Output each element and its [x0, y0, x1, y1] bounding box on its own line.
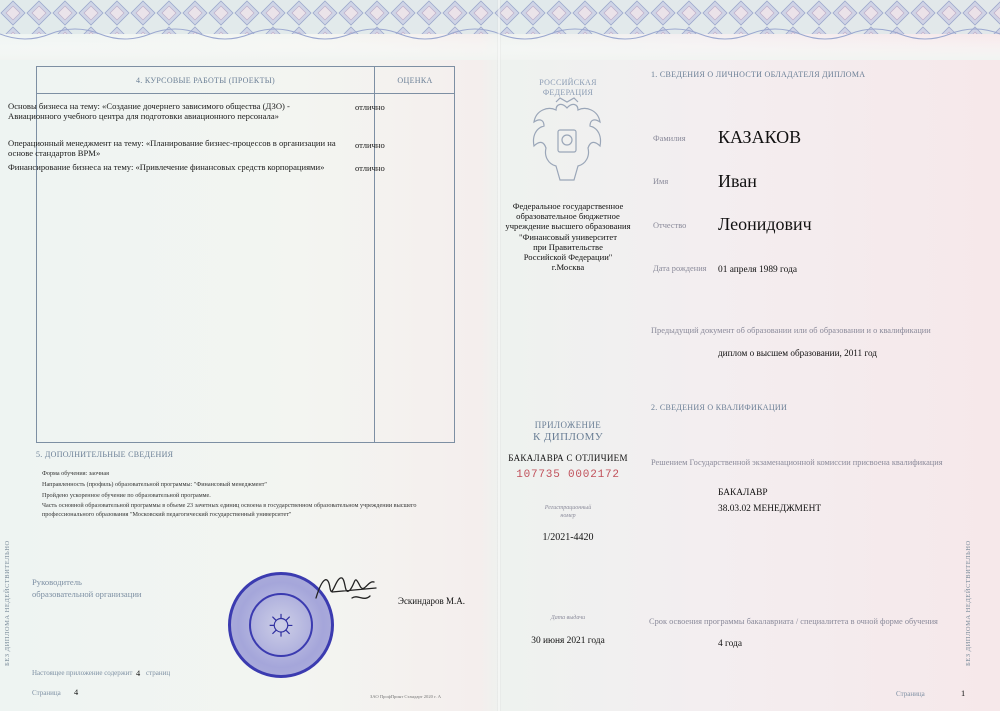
additional-info-line: Пройдено ускоренное обучение по образовательной программе. — [42, 492, 211, 499]
name-value: Иван — [718, 171, 757, 191]
attachment-label: Настоящее приложение содержит — [32, 669, 133, 677]
coursework-grade-1: отлично — [355, 102, 385, 112]
country-line-1: РОССИЙСКАЯ — [539, 78, 597, 87]
coursework-grade-2: отлично — [355, 140, 385, 150]
duration-value: 4 года — [718, 639, 742, 649]
degree-title: БАКАЛАВРА С ОТЛИЧИЕМ — [508, 453, 628, 463]
grade-header: ОЦЕНКА — [397, 76, 433, 85]
additional-info-line: Часть основной образовательной программы в объеме 23 зачетных единиц освоена в государственном образовательном учреждении высшего профессионального образования "Московский педагогический государственный университет" — [42, 502, 417, 518]
birth-date-label: Дата рождения — [653, 264, 707, 273]
table-divider — [374, 67, 375, 442]
issue-date: 30 июня 2021 года — [531, 636, 605, 646]
coursework-grade-3: отлично — [355, 163, 385, 173]
right-page-label: Страница — [896, 690, 925, 698]
left-vertical-note: БЕЗ ДИПЛОМА НЕДЕЙСТВИТЕЛЬНО — [4, 540, 11, 666]
head-name: Эскиндаров М.А. — [398, 596, 466, 606]
page-fold — [497, 0, 501, 711]
coursework-header: 4. КУРСОВЫЕ РАБОТЫ (ПРОЕКТЫ) — [136, 76, 275, 85]
signature — [312, 568, 382, 608]
birth-date-value: 01 апреля 1989 года — [718, 265, 798, 275]
head-label-2: образовательной организации — [32, 589, 142, 599]
attachment-title-1: ПРИЛОЖЕНИЕ — [534, 420, 602, 430]
official-seal-stamp: ☼ — [228, 572, 334, 678]
additional-info-line: Форма обучения: заочная — [42, 470, 109, 477]
duration-label: Срок освоения программы бакалавриата / специалитета в очной форме обучения — [649, 617, 938, 626]
coursework-table — [36, 66, 455, 443]
name-label: Имя — [653, 177, 669, 186]
patronymic-label: Отчество — [653, 221, 687, 230]
surname-value: КАЗАКОВ — [718, 127, 802, 147]
institution-line: Российской Федерации" — [523, 252, 613, 263]
specialty-value: 38.03.02 МЕНЕДЖМЕНТ — [718, 504, 822, 514]
institution-line: при Правительстве — [533, 241, 603, 252]
table-header-divider — [37, 93, 454, 94]
institution-line: "Финансовый университет — [519, 231, 617, 242]
right-page-number: 1 — [961, 689, 966, 698]
left-page-label: Страница — [32, 689, 61, 697]
institution-line: учреждение высшего образования — [505, 221, 631, 232]
attachment-pages: 4 — [136, 669, 141, 678]
personal-info-header: 1. СВЕДЕНИЯ О ЛИЧНОСТИ ОБЛАДАТЕЛЯ ДИПЛОМА — [651, 70, 866, 79]
institution-block — [500, 201, 636, 272]
prev-doc-value: диплом о высшем образовании, 2011 год — [718, 348, 877, 358]
patronymic-value: Леонидович — [718, 214, 812, 234]
coursework-item-2: Операционный менеджмент на тему: «Планирование бизнес-процессов в организации на основе стандартов BPM» — [8, 138, 336, 158]
issue-date-label: Дата выдачи — [550, 615, 586, 621]
coursework-item-3: Финансирование бизнеса на тему: «Привлечение финансовых средств корпорациями» — [8, 162, 325, 172]
surname-label: Фамилия — [653, 134, 686, 143]
prev-doc-label: Предыдущий документ об образовании или об образовании и о квалификации — [651, 326, 931, 335]
right-vertical-note: БЕЗ ДИПЛОМА НЕДЕЙСТВИТЕЛЬНО — [965, 540, 972, 666]
coat-of-arms-emblem — [526, 96, 608, 190]
printer-note: ЗАО ПрофПринт Стандарт 2020 г. А — [370, 694, 442, 699]
diploma-serial-number: 107735 0002172 — [516, 469, 620, 481]
attachment-title-2: К ДИПЛОМУ — [532, 431, 604, 443]
coursework-item-1: Основы бизнеса на тему: «Создание дочернего зависимого общества (ДЗО) - Авиационного учебного центра для подготовки авиационного персонала» — [8, 101, 290, 121]
country-line-2: ФЕДЕРАЦИЯ — [542, 88, 594, 97]
qualification-header: 2. СВЕДЕНИЯ О КВАЛИФИКАЦИИ — [651, 403, 788, 412]
reg-number: 1/2021-4420 — [542, 532, 594, 543]
institution-line: г.Москва — [551, 262, 585, 273]
institution-line: Федеральное государственное — [512, 201, 624, 211]
attachment-unit: страниц — [146, 669, 171, 677]
institution-line: образовательное бюджетное — [516, 211, 620, 222]
commission-label: Решением Государственной экзаменационной комиссии присвоена квалификация — [651, 458, 943, 467]
head-label-1: Руководитель — [32, 577, 82, 587]
qualification-value: БАКАЛАВР — [718, 488, 768, 498]
additional-info-line: Направленность (профиль) образовательной программы: "Финансовый менеджмент" — [42, 481, 267, 488]
additional-info-header: 5. ДОПОЛНИТЕЛЬНЫЕ СВЕДЕНИЯ — [36, 450, 174, 459]
reg-number-label-1: Регистрационный — [544, 505, 592, 511]
left-page-number: 4 — [74, 688, 79, 697]
reg-number-label-2: номер — [560, 513, 576, 519]
